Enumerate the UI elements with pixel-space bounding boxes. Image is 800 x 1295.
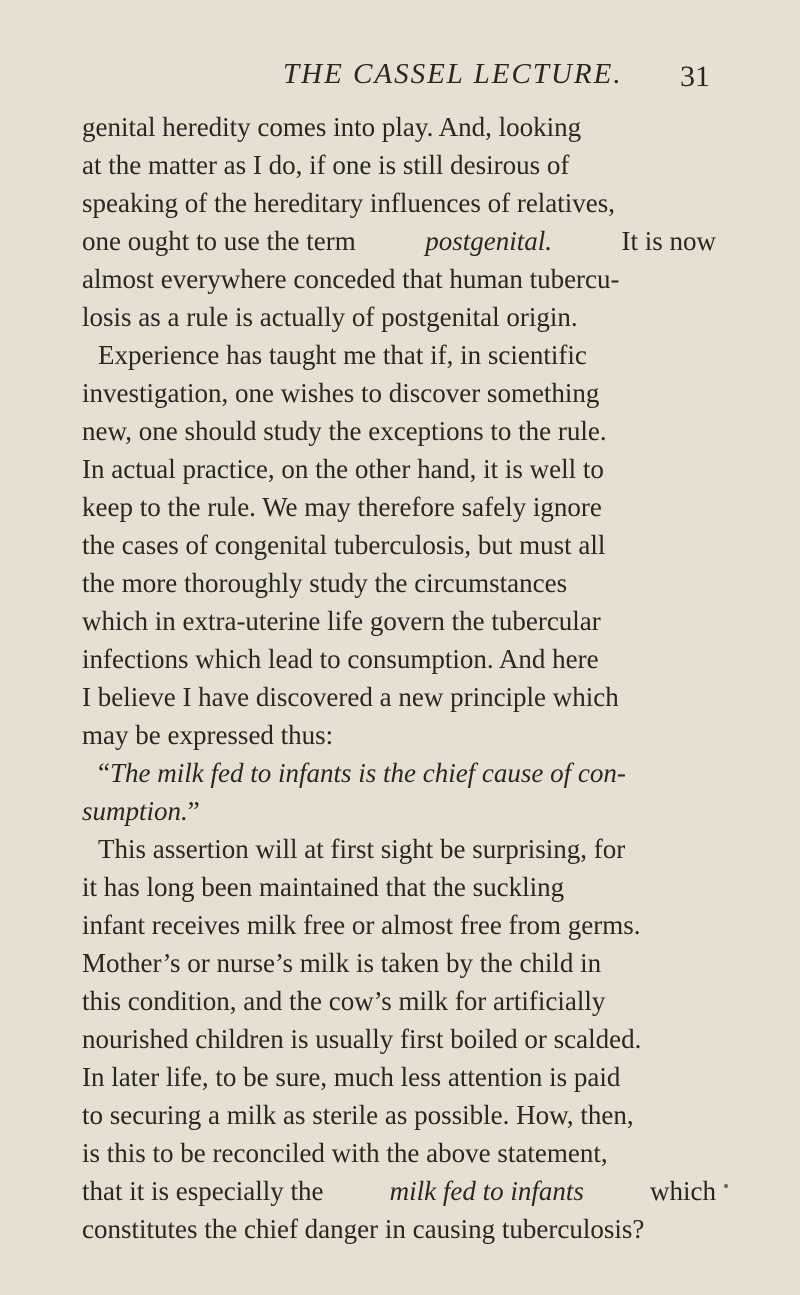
text-line: it has long been maintained that the suckling [82, 872, 565, 902]
text-line: keep to the rule. We may therefore safely ignore [82, 492, 602, 522]
italic-quote: The milk fed to infants is the chief cause of con- [109, 758, 626, 788]
text-line: In actual practice, on the other hand, it is well to [82, 454, 604, 484]
text-line: losis as a rule is actually of postgenital origin. [82, 302, 578, 332]
text-line: I believe I have discovered a new principle which [82, 682, 619, 712]
text-line: infections which lead to consumption. And here [82, 644, 599, 674]
text-line: infant receives milk free or almost free from germs. [82, 910, 641, 940]
paragraph-start-line: Experience has taught me that if, in scientific [98, 340, 587, 370]
text-line: one ought to use the term postgenital. It is now [82, 224, 716, 264]
italic-quote: sumption. [82, 796, 188, 826]
text-line: almost everywhere conceded that human tubercu- [82, 264, 620, 294]
text-line: investigation, one wishes to discover something [82, 378, 600, 408]
ink-speck [724, 1184, 728, 1188]
running-title: THE CASSEL LECTURE. [283, 58, 623, 90]
text-line: that it is especially the milk fed to infants which [82, 1174, 716, 1214]
text-line: nourished children is usually first boiled or scalded. [82, 1024, 642, 1054]
text-line: is this to be reconciled with the above statement, [82, 1138, 608, 1168]
italic-term: milk fed to infants [389, 1176, 584, 1206]
italic-term: postgenital. [425, 226, 552, 256]
text-line: this condition, and the cow’s milk for artificially [82, 986, 606, 1016]
text-line: to securing a milk as sterile as possible. How, then, [82, 1100, 634, 1130]
text-line: genital heredity comes into play. And, looking [82, 112, 582, 142]
text-line: In later life, to be sure, much less attention is paid [82, 1062, 621, 1092]
text-line: may be expressed thus: [82, 720, 334, 750]
paragraph-start-line: This assertion will at first sight be surprising, for [98, 834, 626, 864]
page-number: 31 [680, 60, 710, 93]
text-line: the more thoroughly study the circumstances [82, 568, 568, 598]
text-line: the cases of congenital tuberculosis, but must all [82, 530, 606, 560]
text-line: speaking of the hereditary influences of relatives, [82, 188, 616, 218]
text-line: new, one should study the exceptions to the rule. [82, 416, 607, 446]
quoted-principle-line: “The milk fed to infants is the chief cause of con- [98, 758, 626, 788]
quoted-principle-line: sumption. ” [82, 794, 200, 834]
text-line: constitutes the chief danger in causing tuberculosis? [82, 1214, 645, 1244]
text-line: Mother’s or nurse’s milk is taken by the child in [82, 948, 602, 978]
text-line: at the matter as I do, if one is still desirous of [82, 150, 570, 180]
text-line: which in extra-uterine life govern the tubercular [82, 606, 601, 636]
